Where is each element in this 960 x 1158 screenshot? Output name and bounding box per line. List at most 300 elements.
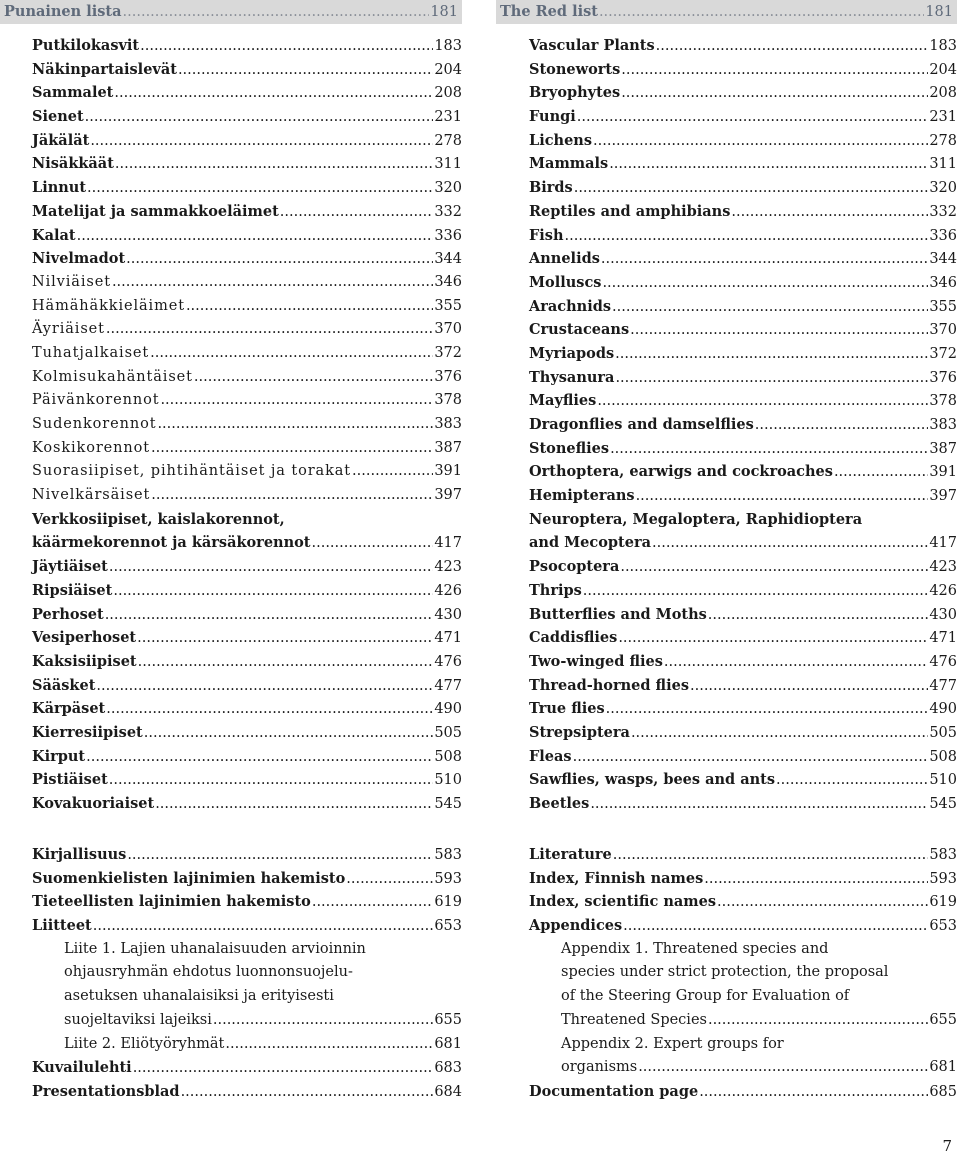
dot-leader bbox=[113, 580, 433, 604]
dot-leader bbox=[77, 225, 434, 249]
toc-entry bbox=[32, 843, 462, 867]
toc-entry-page: 376 bbox=[434, 368, 462, 385]
toc-entry bbox=[529, 792, 957, 816]
toc-entry-label: käärmekorennot ja kärsäkorennot bbox=[32, 534, 311, 552]
toc-entry-label: True flies bbox=[529, 700, 605, 718]
dot-leader bbox=[157, 413, 433, 437]
toc-entry-page: 583 bbox=[929, 847, 957, 863]
toc-entry-page: 545 bbox=[434, 796, 462, 812]
toc-entry-label: Sääsket bbox=[32, 676, 96, 694]
toc-entry-label: Crustaceans bbox=[529, 321, 630, 339]
toc-entry-label: Birds bbox=[529, 179, 573, 197]
toc-list-species-groups bbox=[32, 34, 462, 816]
toc-entry-label: Sawflies, wasps, bees and ants bbox=[529, 771, 776, 789]
toc-entry-label: Kovakuoriaiset bbox=[32, 795, 155, 812]
page-number: 7 bbox=[942, 1137, 952, 1155]
toc-entry bbox=[32, 961, 462, 985]
toc-entry-label: Nivelkärsäiset bbox=[32, 487, 151, 504]
toc-entry-label: ohjausryhmän ehdotus luonnonsuojelu- bbox=[64, 964, 353, 981]
dot-leader bbox=[123, 0, 430, 24]
toc-entry-label: Lichens bbox=[529, 131, 593, 149]
toc-entry bbox=[32, 579, 462, 603]
toc-entry bbox=[529, 366, 957, 390]
toc-entry-page: 426 bbox=[929, 582, 957, 599]
toc-entry-page: 372 bbox=[929, 345, 957, 362]
toc-entry bbox=[32, 938, 462, 962]
toc-entry-label: Nisäkkäät bbox=[32, 155, 114, 173]
dot-leader bbox=[708, 1009, 928, 1033]
toc-entry-label: Sammalet bbox=[32, 84, 114, 102]
dot-leader bbox=[93, 915, 434, 939]
toc-entry bbox=[32, 247, 462, 271]
toc-entry-page: 655 bbox=[929, 1011, 957, 1028]
toc-entry-label: Mayflies bbox=[529, 392, 597, 410]
toc-entry-label: of the Steering Group for Evaluation of bbox=[561, 988, 850, 1005]
dot-leader bbox=[609, 153, 928, 177]
dot-leader bbox=[178, 59, 433, 83]
dot-leader bbox=[114, 82, 433, 106]
toc-entry-label: Butterflies and Moths bbox=[529, 605, 707, 623]
dot-leader bbox=[690, 675, 928, 699]
toc-entry-page: 376 bbox=[929, 369, 957, 386]
toc-entry-label: Thread-horned flies bbox=[529, 676, 689, 694]
toc-entry-label: Suorasiipiset, pihtihäntäiset ja torakat bbox=[32, 463, 352, 480]
toc-entry bbox=[32, 1033, 462, 1057]
toc-entry bbox=[529, 985, 957, 1009]
toc-entry-page: 471 bbox=[929, 630, 957, 647]
toc-column-finnish bbox=[0, 0, 462, 1100]
toc-entry-label: Kaksisiipiset bbox=[32, 652, 137, 670]
dot-leader bbox=[615, 367, 928, 391]
toc-entry-label: suojeltaviksi lajeiksi bbox=[64, 1011, 212, 1028]
dot-leader bbox=[834, 461, 928, 485]
toc-entry-label: Stoneflies bbox=[529, 439, 610, 457]
toc-entry bbox=[32, 58, 462, 82]
toc-entry-page: 426 bbox=[434, 582, 462, 599]
section-header-page: 181 bbox=[925, 4, 953, 20]
toc-entry-page: 490 bbox=[929, 701, 957, 718]
toc-entry-label: and Mecoptera bbox=[529, 534, 651, 552]
toc-entry bbox=[32, 437, 462, 461]
toc-entry-label: Kuvailulehti bbox=[32, 1059, 132, 1077]
toc-entry bbox=[529, 603, 957, 627]
dot-leader bbox=[105, 604, 434, 628]
toc-entry-page: 332 bbox=[929, 203, 957, 220]
toc-entry-label: Putkilokasvit bbox=[32, 37, 140, 54]
dot-leader bbox=[565, 225, 929, 249]
toc-entry-label: Sienet bbox=[32, 108, 84, 126]
dot-leader bbox=[615, 343, 928, 367]
toc-entry-label: Nivelmadot bbox=[32, 250, 126, 268]
toc-entry-page: 344 bbox=[434, 251, 462, 268]
toc-entry-page: 508 bbox=[434, 748, 462, 765]
toc-entry-label: Documentation page bbox=[529, 1082, 699, 1100]
dot-leader bbox=[636, 485, 929, 509]
toc-entry-page: 344 bbox=[929, 251, 957, 268]
toc-entry-label: Presentationsblad bbox=[32, 1082, 180, 1100]
toc-entry-page: 510 bbox=[434, 772, 462, 789]
toc-entry-label: Fungi bbox=[529, 108, 576, 126]
toc-entry-label: Hemipterans bbox=[529, 487, 635, 505]
toc-column-english bbox=[496, 0, 957, 1100]
toc-entry bbox=[529, 1009, 957, 1033]
dot-leader bbox=[631, 722, 928, 746]
toc-entry bbox=[32, 650, 462, 674]
toc-entry-label: Päivänkorennot bbox=[32, 392, 160, 409]
toc-entry bbox=[32, 389, 462, 413]
dot-leader bbox=[109, 556, 433, 580]
toc-entry bbox=[529, 745, 957, 769]
toc-entry-label: Index, scientific names bbox=[529, 893, 716, 911]
dot-leader bbox=[160, 389, 433, 413]
toc-entry-label: Stoneworts bbox=[529, 60, 621, 78]
toc-entry-label: Strepsiptera bbox=[529, 723, 630, 741]
toc-entry-page: 545 bbox=[929, 796, 957, 812]
dot-leader bbox=[109, 769, 434, 793]
toc-entry-page: 383 bbox=[929, 417, 957, 433]
dot-leader bbox=[652, 532, 928, 556]
dot-leader bbox=[96, 675, 433, 699]
toc-entry-label: Perhoset bbox=[32, 605, 104, 623]
toc-entry bbox=[529, 295, 957, 319]
toc-entry-page: 311 bbox=[929, 156, 957, 173]
toc-entry bbox=[529, 579, 957, 603]
toc-entry-label: Liitteet bbox=[32, 917, 92, 935]
toc-entry bbox=[32, 484, 462, 508]
toc-entry-label: Vascular Plants bbox=[529, 37, 655, 54]
toc-entry-label: Fish bbox=[529, 226, 564, 244]
toc-entry-page: 355 bbox=[434, 297, 462, 314]
toc-entry-label: Annelids bbox=[529, 250, 600, 268]
toc-entry bbox=[32, 34, 462, 58]
toc-entry-label: Nilviäiset bbox=[32, 273, 111, 290]
dot-leader bbox=[577, 106, 929, 130]
toc-entry-label: Fleas bbox=[529, 747, 572, 765]
dot-leader bbox=[106, 698, 433, 722]
dot-leader bbox=[194, 366, 433, 390]
toc-entry bbox=[32, 271, 462, 295]
toc-entry bbox=[32, 697, 462, 721]
toc-entry bbox=[529, 413, 957, 437]
toc-entry bbox=[32, 224, 462, 248]
toc-entry bbox=[32, 1009, 462, 1033]
toc-entry-page: 505 bbox=[929, 724, 957, 741]
toc-entry bbox=[32, 508, 462, 532]
toc-entry-label: Neuroptera, Megaloptera, Raphidioptera bbox=[529, 510, 863, 528]
dot-leader bbox=[151, 437, 433, 461]
toc-entry bbox=[529, 342, 957, 366]
toc-entry bbox=[529, 34, 957, 58]
toc-entry bbox=[529, 626, 957, 650]
dot-leader bbox=[601, 248, 928, 272]
toc-entry bbox=[529, 508, 957, 532]
dot-leader bbox=[140, 35, 433, 59]
dot-leader bbox=[717, 891, 928, 915]
toc-entry bbox=[529, 1056, 957, 1080]
dot-leader bbox=[137, 627, 433, 651]
toc-entry bbox=[529, 890, 957, 914]
toc-entry bbox=[529, 650, 957, 674]
toc-entry-label: Appendices bbox=[529, 917, 623, 935]
dot-leader bbox=[612, 296, 928, 320]
toc-entry-label: Pistiäiset bbox=[32, 771, 108, 789]
toc-entry-label: Thysanura bbox=[529, 368, 615, 386]
toc-entry-label: Ripsiäiset bbox=[32, 581, 113, 599]
toc-entry-page: 417 bbox=[434, 535, 462, 552]
toc-entry-page: 320 bbox=[434, 180, 462, 197]
dot-leader bbox=[621, 59, 928, 83]
toc-entry-page: 383 bbox=[434, 416, 462, 432]
dot-leader bbox=[630, 319, 928, 343]
toc-entry-page: 471 bbox=[434, 630, 462, 647]
dot-leader bbox=[731, 201, 928, 225]
toc-entry-label: Äyriäiset bbox=[32, 321, 105, 338]
toc-entry-label: organisms bbox=[561, 1059, 638, 1076]
toc-entry bbox=[32, 413, 462, 437]
toc-entry-page: 336 bbox=[434, 227, 462, 244]
dot-leader bbox=[352, 460, 433, 484]
toc-entry-label: Verkkosiipiset, kaislakorennot, bbox=[32, 510, 285, 528]
toc-entry-label: Koskikorennot bbox=[32, 439, 151, 456]
toc-entry-page: 423 bbox=[929, 559, 957, 576]
toc-entry-label: Threatened Species bbox=[561, 1011, 707, 1028]
toc-entry-page: 417 bbox=[929, 535, 957, 552]
toc-entry-label: Psocoptera bbox=[529, 558, 620, 576]
toc-entry-page: 378 bbox=[929, 393, 957, 410]
toc-entry-label: Näkinpartaislevät bbox=[32, 60, 177, 78]
toc-entry bbox=[32, 318, 462, 342]
dot-leader bbox=[225, 1033, 433, 1057]
toc-entry-page: 430 bbox=[929, 606, 957, 623]
toc-entry bbox=[32, 176, 462, 200]
toc-entry-page: 278 bbox=[434, 132, 462, 149]
toc-entry-label: Reptiles and amphibians bbox=[529, 202, 731, 220]
toc-entry-page: 387 bbox=[929, 440, 957, 457]
toc-entry-label: Kirjallisuus bbox=[32, 846, 127, 863]
dot-leader bbox=[618, 627, 928, 651]
toc-entry-page: 370 bbox=[434, 321, 462, 338]
toc-entry bbox=[32, 152, 462, 176]
dot-leader bbox=[213, 1009, 433, 1033]
toc-entry-page: 508 bbox=[929, 748, 957, 765]
toc-entry-page: 681 bbox=[434, 1035, 462, 1052]
toc-entry-page: 685 bbox=[929, 1083, 957, 1100]
dot-leader bbox=[776, 769, 928, 793]
dot-leader bbox=[87, 177, 433, 201]
toc-entry-page: 397 bbox=[929, 488, 957, 505]
toc-entry bbox=[32, 460, 462, 484]
dot-leader bbox=[638, 1056, 928, 1080]
toc-entry bbox=[32, 1080, 462, 1104]
toc-entry bbox=[529, 484, 957, 508]
dot-leader bbox=[155, 793, 433, 817]
toc-entry-page: 231 bbox=[434, 109, 462, 126]
toc-entry-page: 320 bbox=[929, 180, 957, 197]
toc-entry-page: 378 bbox=[434, 392, 462, 409]
toc-entry bbox=[32, 342, 462, 366]
toc-entry-page: 397 bbox=[434, 487, 462, 504]
toc-entry-label: Arachnids bbox=[529, 297, 612, 315]
toc-entry-label: Orthoptera, earwigs and cockroaches bbox=[529, 463, 833, 481]
toc-entry-page: 430 bbox=[434, 606, 462, 623]
toc-entry-page: 336 bbox=[929, 227, 957, 244]
dot-leader bbox=[181, 1081, 434, 1105]
toc-entry bbox=[529, 843, 957, 867]
toc-entry-label: Sudenkorennot bbox=[32, 416, 157, 432]
toc-entry-page: 619 bbox=[434, 894, 462, 911]
toc-entry-label: Thrips bbox=[529, 581, 582, 599]
dot-leader bbox=[144, 722, 434, 746]
toc-entry-label: Myriapods bbox=[529, 344, 615, 362]
dot-leader bbox=[590, 793, 928, 817]
dot-leader bbox=[312, 891, 433, 915]
toc-entry-page: 476 bbox=[434, 653, 462, 670]
toc-entry-page: 505 bbox=[434, 724, 462, 741]
toc-entry bbox=[32, 721, 462, 745]
toc-entry-page: 619 bbox=[929, 894, 957, 911]
toc-list-back-matter bbox=[529, 843, 957, 1104]
toc-entry bbox=[32, 626, 462, 650]
section-header bbox=[496, 0, 957, 24]
toc-list-back-matter bbox=[32, 843, 462, 1104]
toc-entry-label: Jäkälät bbox=[32, 131, 90, 149]
toc-entry-page: 510 bbox=[929, 772, 957, 789]
toc-entry-page: 583 bbox=[434, 847, 462, 863]
toc-entry bbox=[32, 129, 462, 153]
toc-entry-page: 355 bbox=[929, 298, 957, 315]
toc-entry-page: 653 bbox=[929, 918, 957, 935]
toc-entry-label: Liite 2. Eliötyöryhmät bbox=[64, 1035, 225, 1052]
toc-entry-page: 653 bbox=[434, 918, 462, 935]
toc-entry bbox=[32, 531, 462, 555]
dot-leader bbox=[583, 580, 929, 604]
section-header-title: The Red list bbox=[500, 3, 598, 20]
dot-leader bbox=[86, 746, 433, 770]
toc-entry bbox=[32, 867, 462, 891]
dot-leader bbox=[112, 271, 433, 295]
toc-entry-page: 681 bbox=[929, 1059, 957, 1076]
toc-entry-label: Kolmisukahäntäiset bbox=[32, 368, 193, 385]
dot-leader bbox=[138, 651, 434, 675]
toc-entry-label: Caddisflies bbox=[529, 629, 618, 647]
toc-entry bbox=[529, 768, 957, 792]
toc-entry-label: Beetles bbox=[529, 795, 590, 812]
toc-entry-page: 183 bbox=[434, 38, 462, 54]
dot-leader bbox=[606, 698, 929, 722]
toc-entry-page: 208 bbox=[434, 85, 462, 102]
toc-entry bbox=[529, 674, 957, 698]
dot-leader bbox=[127, 844, 433, 868]
toc-entry-page: 370 bbox=[929, 322, 957, 339]
dot-leader bbox=[186, 295, 433, 319]
toc-entry-label: Jäytiäiset bbox=[32, 558, 108, 576]
toc-entry bbox=[529, 1080, 957, 1104]
toc-entry-label: Appendix 1. Threatened species and bbox=[561, 940, 829, 957]
toc-entry-page: 684 bbox=[434, 1083, 462, 1100]
dot-leader bbox=[90, 130, 433, 154]
toc-entry bbox=[529, 721, 957, 745]
toc-entry bbox=[529, 271, 957, 295]
dot-leader bbox=[280, 201, 434, 225]
toc-entry bbox=[529, 224, 957, 248]
dot-leader bbox=[85, 106, 434, 130]
toc-entry bbox=[32, 674, 462, 698]
dot-leader bbox=[664, 651, 928, 675]
section-header bbox=[0, 0, 462, 24]
toc-entry-label: Tieteellisten lajinimien hakemisto bbox=[32, 893, 311, 911]
dot-leader bbox=[133, 1057, 434, 1081]
toc-entry bbox=[32, 603, 462, 627]
toc-entry bbox=[529, 105, 957, 129]
toc-entry-page: 332 bbox=[434, 203, 462, 220]
toc-entry bbox=[32, 890, 462, 914]
dot-leader bbox=[621, 82, 928, 106]
dot-leader bbox=[599, 0, 924, 24]
toc-entry-label: Vesiperhoset bbox=[32, 629, 137, 647]
toc-entry-page: 372 bbox=[434, 344, 462, 361]
toc-entry bbox=[529, 81, 957, 105]
dot-leader bbox=[312, 532, 434, 556]
toc-entry bbox=[32, 366, 462, 390]
dot-leader bbox=[151, 484, 433, 508]
toc-entry-label: Literature bbox=[529, 846, 612, 863]
dot-leader bbox=[574, 177, 929, 201]
dot-leader bbox=[656, 35, 929, 59]
toc-entry bbox=[529, 247, 957, 271]
toc-entry-page: 476 bbox=[929, 653, 957, 670]
toc-entry-page: 593 bbox=[929, 870, 957, 887]
toc-entry bbox=[529, 938, 957, 962]
dot-leader bbox=[602, 272, 928, 296]
toc-entry-label: Dragonflies and damselflies bbox=[529, 416, 754, 433]
toc-entry bbox=[32, 295, 462, 319]
toc-entry bbox=[32, 745, 462, 769]
toc-entry-page: 423 bbox=[434, 559, 462, 576]
toc-entry-label: Appendix 2. Expert groups for bbox=[561, 1035, 784, 1052]
toc-entry-label: Hämähäkkieläimet bbox=[32, 297, 185, 314]
toc-entry-label: Mammals bbox=[529, 155, 609, 173]
toc-entry bbox=[529, 176, 957, 200]
toc-entry-page: 391 bbox=[929, 464, 957, 481]
dot-leader bbox=[150, 342, 433, 366]
dot-leader bbox=[115, 153, 433, 177]
toc-entry-page: 278 bbox=[929, 132, 957, 149]
toc-entry-page: 204 bbox=[929, 61, 957, 78]
toc-entry bbox=[32, 200, 462, 224]
toc-entry-page: 311 bbox=[434, 156, 462, 173]
section-header-title: Punainen lista bbox=[4, 3, 122, 20]
dot-leader bbox=[704, 868, 928, 892]
toc-entry bbox=[32, 914, 462, 938]
toc-entry bbox=[529, 318, 957, 342]
toc-entry bbox=[529, 200, 957, 224]
toc-entry-label: Molluscs bbox=[529, 273, 602, 291]
dot-leader bbox=[126, 248, 433, 272]
toc-entry bbox=[529, 697, 957, 721]
toc-entry-page: 183 bbox=[929, 38, 957, 54]
toc-entry-page: 387 bbox=[434, 439, 462, 456]
toc-entry bbox=[529, 867, 957, 891]
toc-entry-label: Bryophytes bbox=[529, 84, 621, 102]
toc-entry bbox=[529, 437, 957, 461]
toc-entry bbox=[32, 555, 462, 579]
toc-entry-page: 391 bbox=[434, 463, 462, 480]
toc-entry bbox=[32, 81, 462, 105]
section-header-page: 181 bbox=[430, 4, 458, 20]
toc-entry-label: Tuhatjalkaiset bbox=[32, 344, 150, 361]
toc-entry-label: Index, Finnish names bbox=[529, 869, 704, 887]
toc-entry-label: Liite 1. Lajien uhanalaisuuden arvioinnin bbox=[64, 940, 366, 957]
